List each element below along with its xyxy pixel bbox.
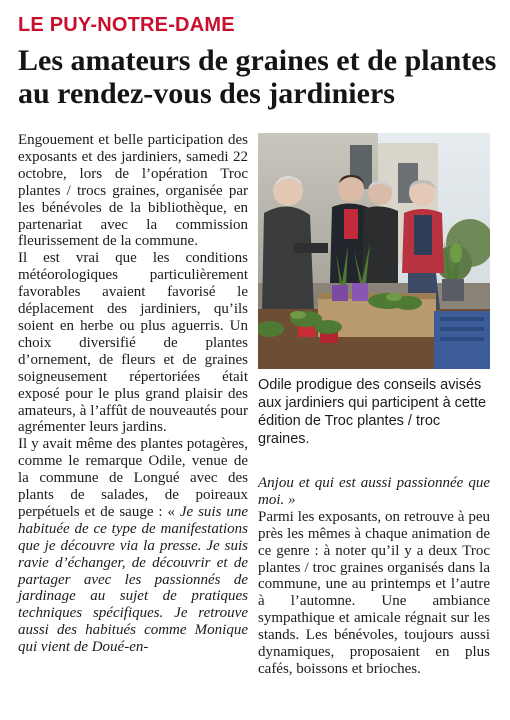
article-kicker: LE PUY-NOTRE-DAME [18,14,235,36]
paragraph: Parmi les exposants, on retrouve à peu près les mêmes à chaque animation de ce genre : à noter qu’il y a deux Troc plantes / troc graines organisés dans la commune, une au printemps et l’autre à l’automne. Une ambiance sympathique et amicale régnait sur les stands. Les bénévoles, toujours aussi dynamiques, proposaient en plus cafés, boissons et brioches. [258,508,490,677]
paragraph: Il est vrai que les conditions météorologiques particulièrement favorables avaient favorisé le déplacement des jardiniers, qu’ils soient en herbe ou plus aguerris. Un choix diversifié de plantes d’ornement, de fleurs et de graines soigneusement répertoriées était exposé pour le plus grand plaisir des amateurs, à l’affût de nouveautés pour agrémenter leurs jardins. [18,250,248,436]
article-headline: Les amateurs de graines et de plantes au rendez-vous des jardiniers [18,44,497,110]
quote-end: Anjou et qui est aussi passionnée que moi. » [258,475,490,508]
paragraph [18,436,248,656]
photo-caption: Odile prodigue des conseils avisés aux jardiniers qui participent à cette édition de Troc plantes / troc graines. [258,377,487,447]
article-photo [258,133,490,369]
paragraph: Engouement et belle participation des exposants et des jardiniers, samedi 22 octobre, lors de l’opération Troc plantes / trocs graines, organisée par les bénévoles de la bibliothèque, en partenariat avec la commission fleurissement de la commune. [18,132,248,250]
paragraph-intro: Il y avait même des plantes potagères, comme le remarque Odile, venue de la commune de Longué avec des plants de salades, de poireaux perpétuels et de sauge : « [18,436,248,520]
gardeners-photo-illustration [258,133,490,369]
article-column-right [258,475,490,678]
quote-text: Je suis une habituée de ce type de manifestations que je découvre via la presse. Je suis ravie d’échanger, de découvrir et de partager avec les passionnés de jardinage au sujet de pratiques techniques spécifiques. Je retrouve aussi des habitués comme Monique qui vient de Doué-en- [18,503,248,656]
article-column-left [18,132,248,656]
